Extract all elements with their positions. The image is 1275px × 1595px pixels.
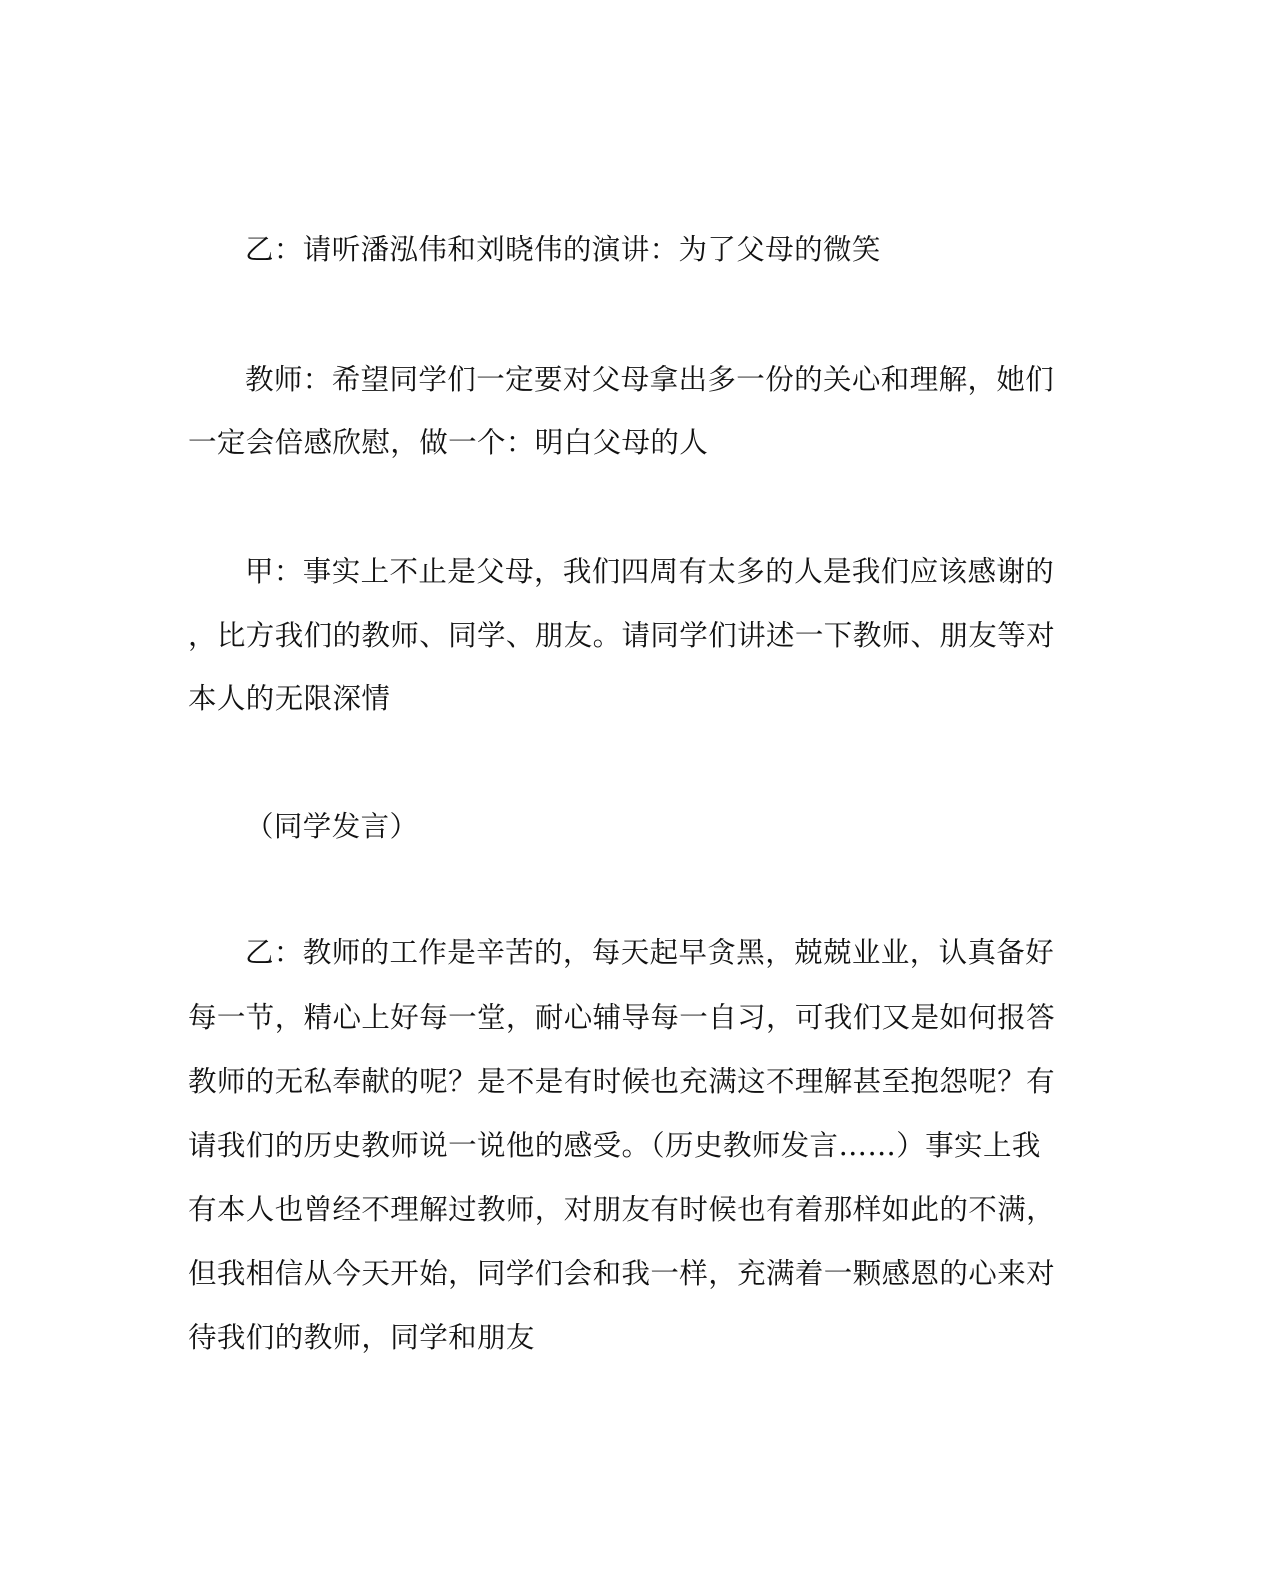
paragraph-3-line-2: ，比方我们的教师、同学、朋友。请同学们讲述一下教师、朋友等对 (188, 619, 1056, 652)
paragraph-3-line-3: 本人的无限深情 (188, 682, 391, 715)
paragraph-5-line-2: 每一节，精心上好每一堂，耐心辅导每一自习，可我们又是如何报答 (188, 1001, 1056, 1034)
paragraph-5-line-5: 有本人也曾经不理解过教师，对朋友有时候也有着那样如此的不满， (188, 1193, 1056, 1226)
paragraph-1-line-1: 乙：请听潘泓伟和刘晓伟的演讲：为了父母的微笑 (245, 233, 881, 266)
paragraph-5-line-3: 教师的无私奉献的呢？是不是有时候也充满这不理解甚至抱怨呢？有 (188, 1065, 1056, 1098)
paragraph-4-line-1: （同学发言） (245, 810, 419, 843)
paragraph-2-line-2: 一定会倍感欣慰，做一个：明白父母的人 (188, 426, 709, 459)
paragraph-5-line-4: 请我们的历史教师说一说他的感受。（历史教师发言……）事实上我 (188, 1129, 1041, 1162)
paragraph-3-line-1: 甲：事实上不止是父母，我们四周有太多的人是我们应该感谢的 (245, 555, 1055, 588)
paragraph-5-line-6: 但我相信从今天开始，同学们会和我一样，充满着一颗感恩的心来对 (188, 1257, 1056, 1290)
paragraph-2-line-1: 教师：希望同学们一定要对父母拿出多一份的关心和理解，她们 (245, 363, 1055, 396)
paragraph-5-line-1: 乙：教师的工作是辛苦的，每天起早贪黑，兢兢业业，认真备好 (245, 936, 1055, 969)
paragraph-5-line-7: 待我们的教师，同学和朋友 (188, 1321, 535, 1354)
